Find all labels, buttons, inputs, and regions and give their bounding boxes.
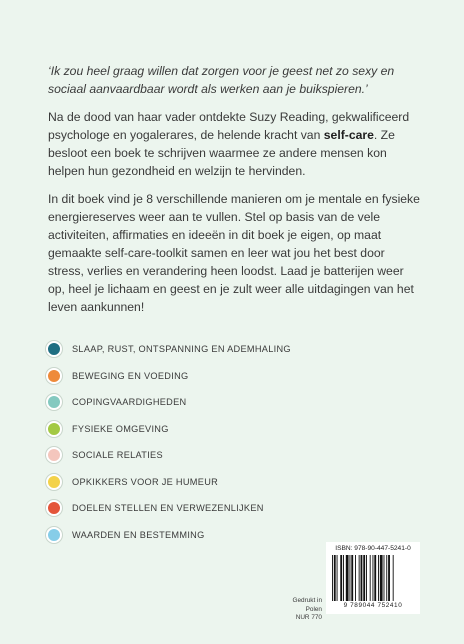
legend-item: [46, 495, 346, 522]
legend-item: [46, 469, 346, 496]
legend-item: [46, 389, 346, 416]
category-legend: [46, 336, 346, 548]
body-paragraph: In dit boek vind je 8 verschillende manieren om je mentale en fysieke energiereserves weer aan te vullen. Stel op basis van de vele activiteiten, affirmaties en ideeën in dit boek je eigen, op maat gemaakte self-care-toolkit samen en leer wat jou het best door stress, verlies en verandering heen loodst. Laad je batterijen weer op, heel je lichaam en geest en je zult weer alle uitdagingen van het leven aankunnen!: [48, 192, 420, 314]
category-dot-icon: [46, 368, 62, 384]
legend-item: [46, 336, 346, 363]
legend-item: [46, 363, 346, 390]
legend-label: FYSIEKE OMGEVING: [72, 423, 169, 434]
quote: ‘Ik zou heel graag willen dat zorgen voor je geest net zo sexy en sociaal aanvaardbaar wordt als werken aan je buikspieren.’: [48, 64, 395, 96]
intro-bold-term: self-care: [323, 128, 374, 142]
category-dot-icon: [46, 421, 62, 437]
legend-label: OPKIKKERS VOOR JE HUMEUR: [72, 476, 219, 487]
barcode-icon: [332, 555, 414, 601]
legend-item: [46, 416, 346, 443]
legend-label: SLAAP, RUST, ONTSPANNING EN ADEMHALING: [72, 344, 291, 355]
category-dot-icon: [46, 447, 62, 463]
legend-label: SOCIALE RELATIES: [72, 450, 163, 461]
legend-item: [46, 522, 346, 549]
category-dot-icon: [46, 341, 62, 357]
legend-label: BEWEGING EN VOEDING: [72, 370, 189, 381]
category-dot-icon: [46, 500, 62, 516]
legend-label: COPINGVAARDIGHEDEN: [72, 397, 187, 408]
category-dot-icon: [46, 527, 62, 543]
legend-label: DOELEN STELLEN EN VERWEZENLIJKEN: [72, 503, 264, 514]
intro-paragraph: [48, 108, 423, 180]
print-info: [276, 597, 322, 623]
barcode-number: 9 789044 752410: [343, 602, 403, 609]
isbn-text: ISBN: 978-90-447-5241-0: [335, 545, 411, 552]
barcode-block: [326, 542, 420, 614]
legend-label: WAARDEN EN BESTEMMING: [72, 529, 205, 540]
legend-item: [46, 442, 346, 469]
category-dot-icon: [46, 474, 62, 490]
printed-in: Gedrukt in Polen: [292, 597, 322, 613]
intro-text-after: . Ze besloot een boek te schrijven waarmee ze andere mensen kon helpen hun gezondheid en welzijn te hervinden.: [48, 128, 395, 178]
nur-code: NUR 770: [295, 614, 322, 621]
category-dot-icon: [46, 394, 62, 410]
intro-text-before: Na de dood van haar vader ontdekte Suzy Reading, gekwalificeerd psychologe en yogalerares, de helende kracht van: [48, 110, 410, 142]
